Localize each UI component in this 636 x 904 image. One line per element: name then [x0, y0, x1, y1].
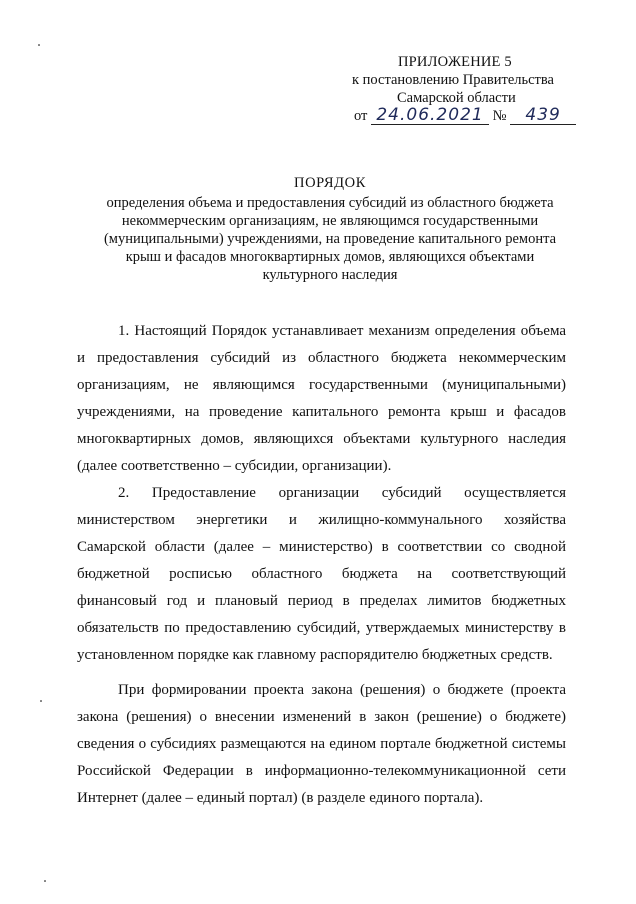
title-line: культурного наследия	[262, 267, 398, 283]
title-line: (муниципальными) учреждениями, на проведение капитального ремонта	[103, 231, 557, 247]
appendix-decree-line: к постановлению Правительства	[352, 72, 554, 88]
paragraph-1: 1. Настоящий Порядок устанавливает механизм определения объема и предоставления субсидий из областного бюджета некоммерческим организациям, не являющимся государственными (муниципальными) учреждениями, на проведение капитального ремонта крыш и фасадов многоквартирных домов, являющихся объектами культурного наследия (далее соответственно – субсидии, организации).	[77, 323, 566, 474]
scan-speck	[44, 880, 46, 882]
scan-speck	[40, 700, 42, 702]
title-line: определения объема и предоставления субсидий из областного бюджета	[106, 195, 554, 211]
title-line: некоммерческим организациям, не являющимся государственными	[121, 213, 539, 229]
date-prefix: от	[354, 108, 368, 124]
scan-speck	[38, 44, 40, 46]
handwritten-date: 24.06.2021	[376, 105, 484, 125]
number-sign: №	[492, 108, 507, 124]
handwritten-number: 439	[525, 105, 561, 125]
appendix-region-line: Самарской области	[397, 90, 516, 106]
document-title: ПОРЯДОК	[294, 175, 366, 191]
title-line: крыш и фасадов многоквартирных домов, являющихся объектами	[125, 249, 535, 265]
number-field	[510, 107, 576, 125]
paragraph-2: 2. Предоставление организации субсидий осуществляется министерством энергетики и жилищно-коммунального хозяйства Самарской области (далее – министерство) в соответствии со сводной бюджетной росписью областного бюджета на соответствующий финансовый год и плановый период в пределах лимитов бюджетных обязательств по предоставлению субсидий, утверждаемых министерству в установленном порядке как главному распорядителю бюджетных средств.	[77, 485, 566, 663]
paragraph-3: При формировании проекта закона (решения) о бюджете (проекта закона (решения) о внесении изменений в закон (решение) о бюджете) сведения о субсидиях размещаются на едином портале бюджетной системы Российской Федерации в информационно-телекоммуникационной сети Интернет (далее – единый портал) (в разделе единого портала).	[77, 682, 566, 806]
document-title-block	[60, 174, 600, 284]
document-body	[77, 318, 566, 812]
appendix-date-line	[354, 107, 576, 125]
appendix-title: ПРИЛОЖЕНИЕ 5	[398, 54, 512, 70]
date-field	[371, 107, 489, 125]
